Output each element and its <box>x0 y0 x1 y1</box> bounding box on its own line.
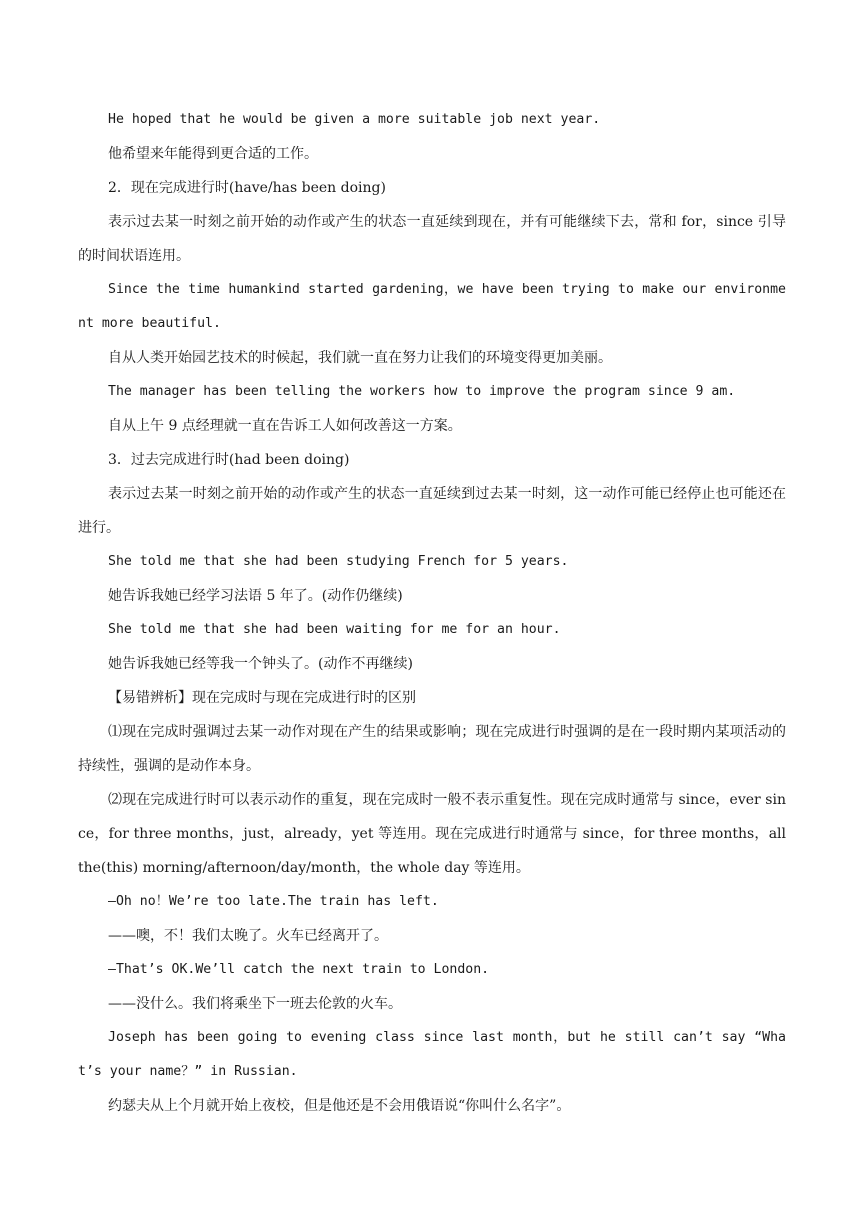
example-sentence-en: She told me that she had been waiting for me for an hour. <box>108 622 561 637</box>
example-translation-zh: 他希望来年能得到更合适的工作。 <box>108 146 318 162</box>
explanation-paragraph: 表示过去某一时刻之前开始的动作或产生的状态一直延续到过去某一时刻，这一动作可能已经停止也可能还在进行。 <box>78 486 786 536</box>
explanation-paragraph: 表示过去某一时刻之前开始的动作或产生的状态一直延续到现在，并有可能继续下去，常和 for，since 引导的时间状语连用。 <box>78 214 786 264</box>
section-heading: 3．过去完成进行时(had been doing) <box>108 452 350 468</box>
example-sentence-en: He hoped that he would be given a more suitable job next year. <box>108 112 601 127</box>
dialogue-line-zh: ——噢，不！我们太晚了。火车已经离开了。 <box>108 928 388 944</box>
example-translation-zh: 她告诉我她已经学习法语 5 年了。(动作仍继续) <box>108 588 403 604</box>
example-translation-zh: 自从上午 9 点经理就一直在告诉工人如何改善这一方案。 <box>108 418 462 434</box>
example-sentence-en: The manager has been telling the workers how to improve the program since 9 am. <box>108 384 736 399</box>
example-translation-zh: 约瑟夫从上个月就开始上夜校，但是他还是不会用俄语说“你叫什么名字”。 <box>108 1098 571 1114</box>
example-translation-zh: 自从人类开始园艺技术的时候起，我们就一直在努力让我们的环境变得更加美丽。 <box>108 350 612 366</box>
example-sentence-en: She told me that she had been studying French for 5 years. <box>108 554 569 569</box>
error-analysis-heading: 【易错辨析】现在完成时与现在完成进行时的区别 <box>108 690 416 706</box>
document-body <box>78 103 786 1123</box>
example-sentence-en: Joseph has been going to evening class since last month，but he still can’t say “What’s your name？” in Russian. <box>78 1030 786 1079</box>
explanation-paragraph: ⑴现在完成时强调过去某一动作对现在产生的结果或影响；现在完成进行时强调的是在一段时期内某项活动的持续性，强调的是动作本身。 <box>78 724 786 774</box>
section-heading: 2．现在完成进行时(have/has been doing) <box>108 180 386 196</box>
example-translation-zh: 她告诉我她已经等我一个钟头了。(动作不再继续) <box>108 656 413 672</box>
dialogue-line-en: —Oh no！We’re too late.The train has left. <box>108 894 439 909</box>
explanation-paragraph: ⑵现在完成进行时可以表示动作的重复，现在完成时一般不表示重复性。现在完成时通常与 since，ever since，for three months，just，already，yet 等连用。现在完成进行时通常与 since，for three months，all the(this) morning/afternoon/day/month，the whole day 等连用。 <box>78 792 786 876</box>
dialogue-line-en: —That’s OK.We’ll catch the next train to London. <box>108 962 490 977</box>
dialogue-line-zh: ——没什么。我们将乘坐下一班去伦敦的火车。 <box>108 996 402 1012</box>
example-sentence-en: Since the time humankind started gardening，we have been trying to make our environment more beautiful. <box>78 282 786 331</box>
